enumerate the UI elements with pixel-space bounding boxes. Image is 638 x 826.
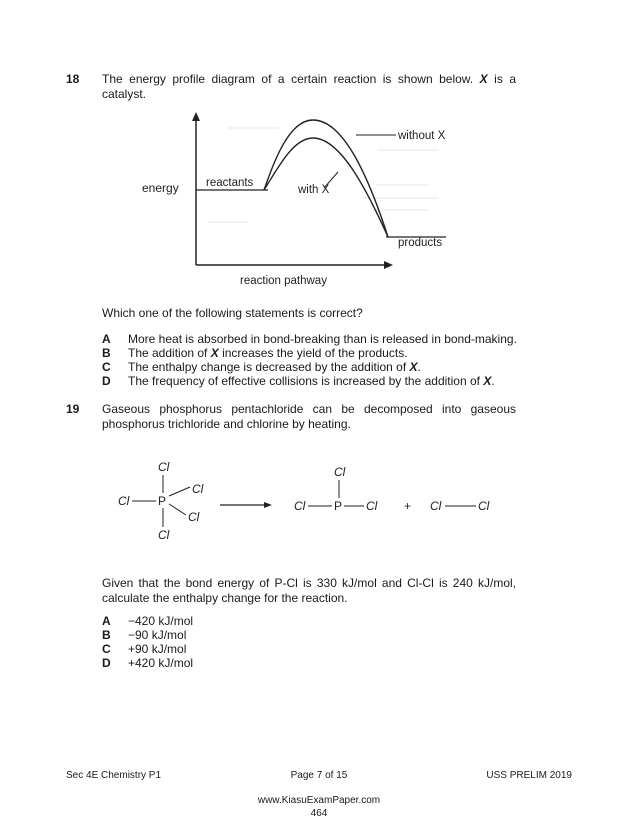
pcl3-cl-top: Cl	[334, 465, 346, 479]
q19-option-a-letter: A	[102, 614, 111, 628]
question-18-stem	[102, 72, 516, 102]
background-scan-marks	[208, 128, 438, 222]
question-19-stem: Gaseous phosphorus pentachloride can be decomposed into gaseous phosphorus trichloride and chlorine by heating.	[102, 402, 516, 431]
pcl3-cl-left: Cl	[294, 499, 306, 513]
energy-profile-diagram	[128, 110, 468, 288]
cl2-cl-right: Cl	[478, 499, 490, 513]
q19-option-b-text: −90 kJ/mol	[128, 628, 187, 642]
without-x-label: without X	[398, 130, 446, 142]
footer-page-number: Page 7 of 15	[290, 770, 348, 781]
q19-option-c-letter: C	[102, 642, 111, 656]
q18-option-a-text: More heat is absorbed in bond-breaking than is released in bond-making.	[128, 332, 517, 346]
q18-option-b-pre: The addition of	[128, 346, 211, 360]
q18-option-b-letter: B	[102, 346, 111, 360]
q18-option-c-pre: The enthalpy change is decreased by the addition of	[128, 360, 410, 374]
pcl5-phosphorus: P	[158, 494, 167, 508]
question-18-prompt: Which one of the following statements is correct?	[102, 306, 363, 320]
q18-option-c-x: X	[409, 360, 418, 374]
question-18-stem-after: is a catalyst.	[102, 72, 516, 101]
q18-option-b-x: X	[210, 346, 219, 360]
q19-option-d-letter: D	[102, 656, 111, 670]
q18-option-b-text	[128, 346, 528, 360]
products-label: products	[398, 237, 443, 249]
q18-option-c-post: .	[417, 360, 421, 374]
q18-option-d-pre: The frequency of effective collisions is increased by the addition of	[128, 374, 484, 388]
reactants-label: reactants	[206, 177, 254, 189]
q18-option-a-letter: A	[102, 332, 111, 346]
question-18-stem-x: X	[479, 72, 488, 86]
with-x-label: with X	[298, 184, 330, 196]
energy-label: energy	[142, 181, 179, 195]
q18-option-d-letter: D	[102, 374, 111, 388]
pcl3-phosphorus: P	[334, 499, 343, 513]
reaction-arrowhead	[264, 502, 272, 508]
pcl5-cl-top: Cl	[158, 460, 170, 474]
cl2-molecule	[430, 499, 490, 513]
footer-right: USS PRELIM 2019	[486, 770, 572, 781]
question-18-stem-before: The energy profile diagram of a certain reaction is shown below.	[102, 72, 474, 86]
pcl5-cl-left: Cl	[118, 494, 130, 508]
q18-option-d-post: .	[491, 374, 495, 388]
question-19-given: Given that the bond energy of P-Cl is 330 kJ/mol and Cl-Cl is 240 kJ/mol, calculate the enthalpy change for the reaction.	[102, 576, 516, 605]
footer-page-code: 464	[310, 808, 328, 819]
pcl5-bond-lower-right	[169, 504, 186, 515]
q19-option-b-letter: B	[102, 628, 111, 642]
q18-option-c-letter: C	[102, 360, 111, 374]
q18-option-d-x: X	[483, 374, 492, 388]
curve-without-x	[264, 120, 388, 237]
pcl5-cl-lower-right: Cl	[188, 510, 200, 524]
energy-axis-arrowhead	[192, 112, 200, 121]
q18-option-b-post: increases the yield of the products.	[218, 346, 408, 360]
cl2-cl-left: Cl	[430, 499, 442, 513]
pathway-axis-arrowhead	[384, 261, 393, 269]
pcl5-cl-upper-right: Cl	[192, 482, 204, 496]
footer-website: www.KiasuExamPaper.com	[257, 795, 381, 806]
q18-option-d-text	[128, 374, 528, 388]
q18-option-c-text	[128, 360, 528, 374]
q19-option-a-text: −420 kJ/mol	[128, 614, 194, 628]
pcl3-molecule	[294, 465, 378, 513]
pcl5-decomposition-diagram	[108, 455, 508, 545]
q19-option-c-text: +90 kJ/mol	[128, 642, 187, 656]
plus-sign: +	[404, 499, 412, 513]
q19-option-d-text: +420 kJ/mol	[128, 656, 194, 670]
pcl5-molecule	[118, 460, 204, 542]
pcl5-cl-bottom: Cl	[158, 528, 170, 542]
pcl3-cl-right: Cl	[366, 499, 378, 513]
reaction-pathway-label: reaction pathway	[240, 275, 327, 287]
question-18-number: 18	[66, 72, 80, 86]
pcl5-bond-upper-right	[169, 487, 190, 496]
question-19-number: 19	[66, 402, 80, 416]
footer-left: Sec 4E Chemistry P1	[66, 770, 162, 781]
